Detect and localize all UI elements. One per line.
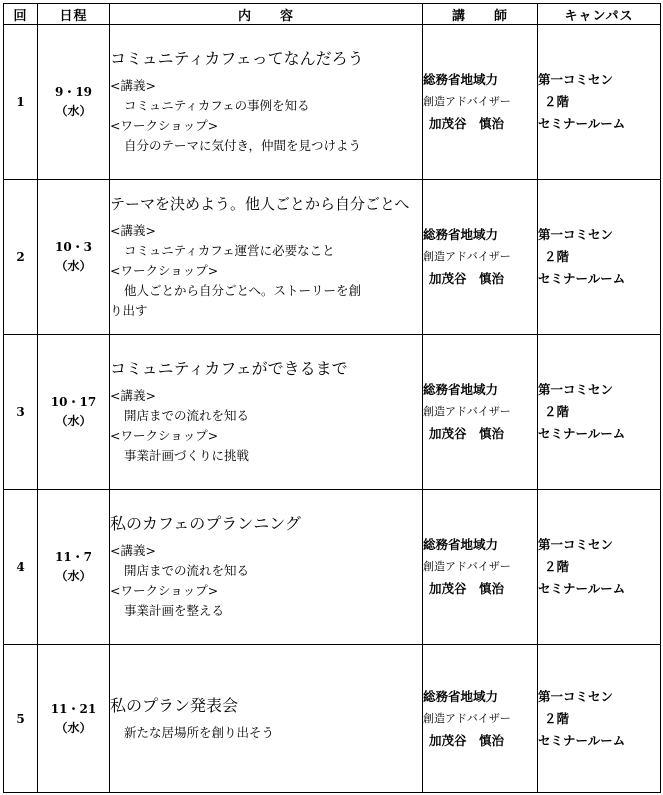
session-lecturer <box>423 180 538 335</box>
table-row <box>4 490 661 645</box>
session-weekday: （水） <box>55 259 92 273</box>
session-date-cell <box>38 645 110 793</box>
content-line: 自分のテーマに気付き，仲間を見つけよう <box>124 138 362 153</box>
session-number: 4 <box>4 490 38 645</box>
content-line: コミュニティカフェ運営に必要なこと <box>124 243 335 258</box>
lecturer-org: 総務省地域力 <box>423 688 499 704</box>
content-line: 事業計画を整える <box>124 603 225 618</box>
lecturer-name: 加茂谷 慎治 <box>429 581 505 596</box>
header-row <box>4 4 661 25</box>
campus-building: 第一コミセン <box>538 227 614 242</box>
table-row <box>4 25 661 180</box>
header-content: 内 容 <box>110 4 423 25</box>
session-content <box>110 25 423 180</box>
session-content <box>110 645 423 793</box>
content-line: <ワークショップ> <box>110 583 219 598</box>
campus-building: 第一コミセン <box>538 688 614 704</box>
content-line: 開店までの流れを知る <box>124 408 250 423</box>
lecturer-role: 創造アドバイザー <box>423 250 511 263</box>
campus-building: 第一コミセン <box>538 382 614 397</box>
content-line: 開店までの流れを知る <box>124 563 250 578</box>
content-line: <ワークショップ> <box>110 118 219 133</box>
lecturer-name: 加茂谷 慎治 <box>429 426 505 441</box>
header-no: 回 <box>4 4 38 25</box>
session-date: 9・19 <box>54 85 93 99</box>
session-date-cell <box>38 25 110 180</box>
session-campus <box>538 645 661 793</box>
lecturer-org: 総務省地域力 <box>423 382 499 397</box>
lecturer-name: 加茂谷 慎治 <box>429 732 505 748</box>
session-date-cell <box>38 335 110 490</box>
lecturer-role: 創造アドバイザー <box>423 711 511 725</box>
header-date: 日程 <box>38 4 110 25</box>
table-row <box>4 180 661 335</box>
session-date: 10・3 <box>54 240 93 254</box>
content-line: り出す <box>110 303 148 318</box>
session-title: コミュニティカフェってなんだろう <box>110 49 364 68</box>
session-date-cell <box>38 180 110 335</box>
lecturer-org: 総務省地域力 <box>423 72 499 87</box>
session-title: コミュニティカフェができるまで <box>110 359 348 378</box>
campus-floor: ２階 <box>544 249 570 264</box>
session-date: 11・21 <box>50 701 97 716</box>
campus-room: セミナールーム <box>538 581 626 596</box>
campus-room: セミナールーム <box>538 116 626 131</box>
campus-room: セミナールーム <box>538 426 626 441</box>
lecturer-role: 創造アドバイザー <box>423 95 511 108</box>
session-date-cell <box>38 490 110 645</box>
session-campus <box>538 335 661 490</box>
session-number: 3 <box>4 335 38 490</box>
content-line: <講義> <box>110 543 156 558</box>
session-title: 私のプラン発表会 <box>110 695 239 715</box>
campus-building: 第一コミセン <box>538 537 614 552</box>
lecturer-org: 総務省地域力 <box>423 227 499 242</box>
session-lecturer <box>423 490 538 645</box>
campus-room: セミナールーム <box>538 732 626 748</box>
session-content <box>110 180 423 335</box>
content-line: <ワークショップ> <box>110 428 219 443</box>
session-campus <box>538 180 661 335</box>
header-lecturer: 講 師 <box>423 4 538 25</box>
campus-room: セミナールーム <box>538 271 626 286</box>
session-weekday: （水） <box>55 720 92 735</box>
header-campus: キャンパス <box>538 4 661 25</box>
campus-floor: ２階 <box>544 710 570 726</box>
content-line: コミュニティカフェの事例を知る <box>124 98 310 113</box>
table-row <box>4 335 661 490</box>
session-lecturer <box>423 645 538 793</box>
content-line: 新たな居場所を創り出そう <box>124 724 275 740</box>
lecturer-org: 総務省地域力 <box>423 537 499 552</box>
schedule-table <box>3 3 661 793</box>
session-lecturer <box>423 25 538 180</box>
session-content <box>110 335 423 490</box>
content-line: <講義> <box>110 78 156 93</box>
campus-floor: ２階 <box>544 559 570 574</box>
content-line: <ワークショップ> <box>110 263 219 278</box>
session-lecturer <box>423 335 538 490</box>
campus-building: 第一コミセン <box>538 72 614 87</box>
lecturer-name: 加茂谷 慎治 <box>429 271 505 286</box>
session-date: 10・17 <box>50 395 97 409</box>
session-campus <box>538 25 661 180</box>
content-line: <講義> <box>110 223 156 238</box>
session-title: 私のカフェのプランニング <box>110 514 301 533</box>
session-number: 2 <box>4 180 38 335</box>
session-weekday: （水） <box>55 414 92 428</box>
session-weekday: （水） <box>55 569 92 583</box>
session-number: 1 <box>4 25 38 180</box>
session-title: テーマを決めよう。他人ごとから自分ごとへ <box>110 195 410 213</box>
session-content <box>110 490 423 645</box>
session-campus <box>538 490 661 645</box>
campus-floor: ２階 <box>544 94 570 109</box>
session-date: 11・7 <box>54 550 93 564</box>
content-line: <講義> <box>110 388 156 403</box>
lecturer-role: 創造アドバイザー <box>423 405 511 418</box>
content-line: 他人ごとから自分ごとへ。ストーリーを創 <box>124 283 362 298</box>
content-line: 事業計画づくりに挑戦 <box>124 448 250 463</box>
lecturer-role: 創造アドバイザー <box>423 560 511 573</box>
session-weekday: （水） <box>55 104 92 118</box>
campus-floor: ２階 <box>544 404 570 419</box>
session-number: 5 <box>4 645 38 793</box>
lecturer-name: 加茂谷 慎治 <box>429 116 505 131</box>
table-row <box>4 645 661 793</box>
